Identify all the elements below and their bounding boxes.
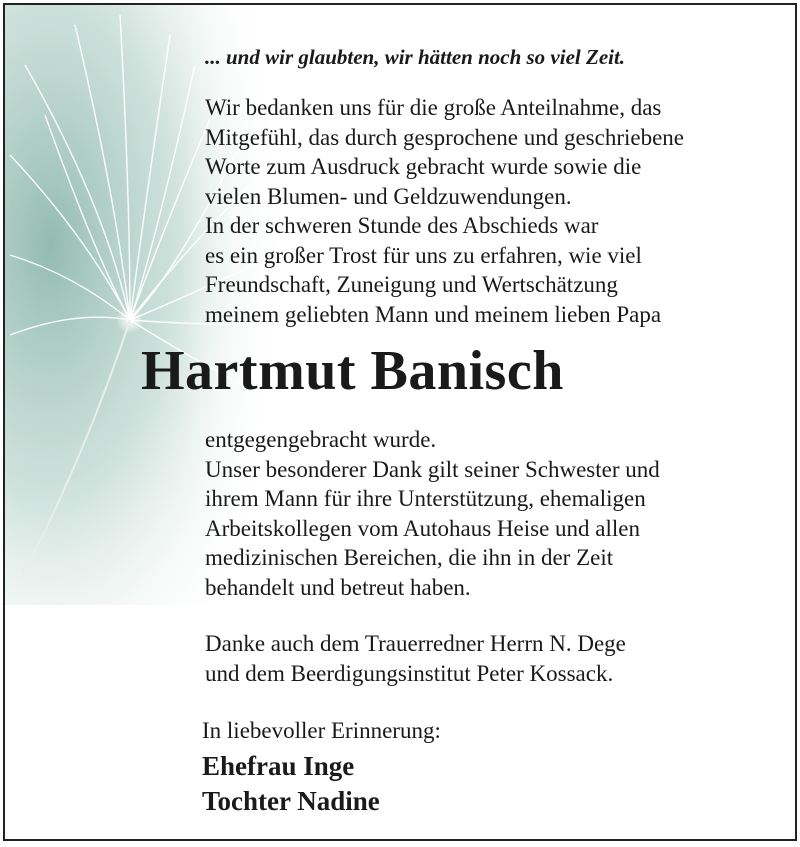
signature-wife: Ehefrau Inge bbox=[202, 751, 355, 781]
text-line: entgegengebracht wurde. bbox=[205, 427, 437, 452]
text-line: Unser besonderer Dank gilt seiner Schwester und bbox=[205, 456, 660, 482]
text-line: und dem Beerdigungsinstitut Peter Kossack. bbox=[205, 660, 614, 686]
text-line: es ein großer Trost für uns zu erfahren, wie viel bbox=[205, 242, 642, 268]
text-line: vielen Blumen- und Geldzuwendungen. bbox=[205, 183, 572, 209]
text-line: behandelt und betreut haben. bbox=[205, 574, 471, 600]
text-line: Worte zum Ausdruck gebracht wurde sowie die bbox=[205, 154, 642, 179]
text-line: Arbeitskollegen vom Autohaus Heise und allen bbox=[205, 515, 641, 541]
intro-quote: ... und wir glaubten, wir hätten noch so viel Zeit. bbox=[205, 45, 626, 69]
additional-thanks-paragraph bbox=[205, 629, 795, 688]
text-line: Freundschaft, Zuneigung und Wertschätzung bbox=[205, 272, 618, 297]
text-line: medizinischen Bereichen, die ihn in der Zeit bbox=[205, 545, 614, 570]
memory-line: In liebevoller Erinnerung: bbox=[202, 718, 441, 743]
text-line: ihrem Mann für ihre Unterstützung, ehemaligen bbox=[205, 486, 646, 511]
signature-daughter: Tochter Nadine bbox=[202, 786, 380, 816]
text-line: Danke auch dem Trauerredner Herrn N. Dege bbox=[205, 631, 626, 656]
obituary-content bbox=[5, 5, 795, 839]
text-line: In der schweren Stunde des Abschieds war bbox=[205, 213, 599, 238]
special-thanks-paragraph bbox=[205, 425, 795, 602]
thanks-paragraph bbox=[205, 93, 795, 329]
text-line: Wir bedanken uns für die große Anteilnahme, das bbox=[205, 95, 662, 120]
text-line: meinem geliebten Mann und meinem lieben Papa bbox=[205, 301, 662, 327]
obituary-card bbox=[3, 3, 797, 841]
deceased-name: Hartmut Banisch bbox=[141, 340, 564, 402]
text-line: Mitgefühl, das durch gesprochene und geschriebene bbox=[205, 124, 685, 150]
